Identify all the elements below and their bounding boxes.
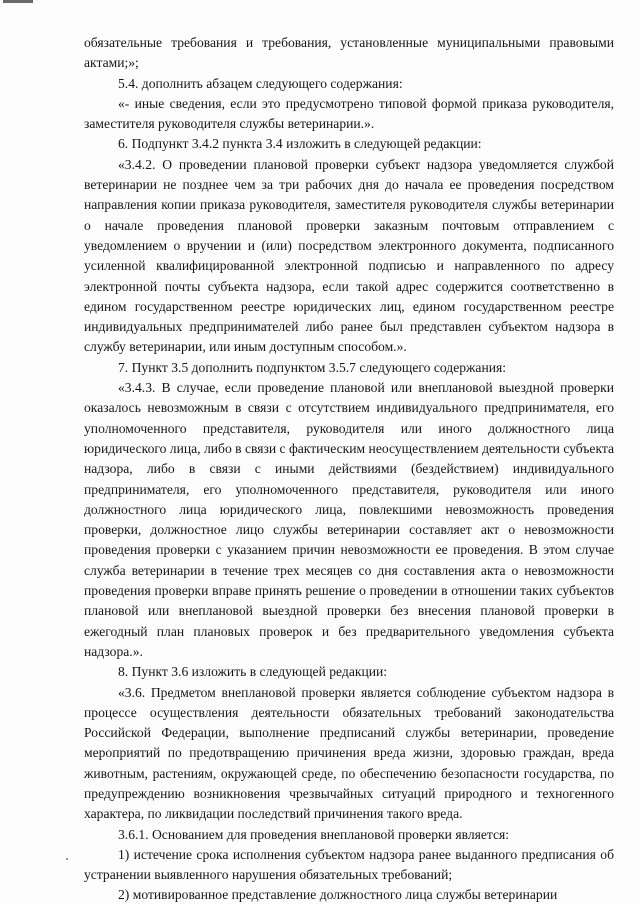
scan-edge-mark	[3, 0, 33, 3]
paragraph: 8. Пункт 3.6 изложить в следующей редакции:	[118, 664, 388, 680]
paragraph: «3.4.3. В случае, если проведение плановой или внеплановой выездной проверки оказалось невозможным в связи с отсутствием индивидуального предпринимателя, его уполномоченного представителя, руководителя или иного должностного лица юридического лица, либо в связи с фактическим неосуществлением деятельности субъекта надзора, либо в связи с иными действиями (бездействием) индивидуального предпринимателя, его уполномоченного представителя, руководителя или иного должностного лица юридического лица, повлекшими невозможность проведения проверки, должностное лицо службы ветеринарии составляет акт о невозможности проведения проверки с указанием причин невозможности ее проведения. В этом случае служба ветеринарии в течение трех месяцев со дня составления акта о невозможности проведения проверки вправе принять решение о проведении в отношении таких субъектов плановой или внеплановой выездной проверки без внесения плановой проверки в ежегодный план плановых проверок и без предварительного уведомления субъекта надзора.».	[84, 380, 615, 659]
paragraph: 3.6.1. Основанием для проведения внеплановой проверки является:	[118, 826, 510, 842]
paragraph: 1) истечение срока исполнения субъектом надзора ранее выданного предписания об устранении выявленного нарушения обязательных требований;	[84, 846, 614, 883]
document-body	[84, 33, 614, 906]
paragraph: 6. Подпункт 3.4.2 пункта 3.4 изложить в следующей редакции:	[118, 136, 482, 152]
paragraph: «3.6. Предметом внеплановой проверки является соблюдение субъектом надзора в процессе осуществления деятельности обязательных требований законодательства Российской Федерации, выполнение предписаний службы ветеринарии, проведение мероприятий по предотвращению причинения вреда жизни, здоровью граждан, вреда животным, растениям, окружающей среде, по обеспечению безопасности государства, по предупреждению возникновения чрезвычайных ситуаций природного и техногенного характера, по ликвидации последствий причинения такого вреда.	[84, 684, 614, 822]
paragraph: обязательные требования и требования, установленные муниципальными правовыми актами;»;	[84, 35, 614, 71]
paragraph: 2) мотивированное представление должностного лица службы ветеринарии	[118, 887, 558, 903]
scan-speck	[66, 858, 68, 860]
paragraph: 5.4. дополнить абзацем следующего содержания:	[118, 75, 403, 91]
paragraph: «3.4.2. О проведении плановой проверки субъект надзора уведомляется службой ветеринарии не позднее чем за три рабочих дня до начала ее проведения посредством направления копии приказа руководителя, заместителя руководителя службы ветеринарии о начале проведения плановой проверки заказным почтовым отправлением с уведомлением о вручении и (или) посредством электронного документа, подписанного усиленной квалифицированной электронной подписью и направленного по адресу электронной почты субъекта надзора, если такой адрес содержится соответственно в едином государственном реестре юридических лиц, едином государственном реестре индивидуальных предпринимателей либо ранее был представлен субъектом надзора в службу ветеринарии, или иным доступным способом.».	[84, 156, 614, 355]
paragraph: 7. Пункт 3.5 дополнить подпунктом 3.5.7 следующего содержания:	[118, 359, 507, 375]
paragraph: «- иные сведения, если это предусмотрено типовой формой приказа руководителя, заместителя руководителя службы ветеринарии.».	[84, 95, 614, 132]
